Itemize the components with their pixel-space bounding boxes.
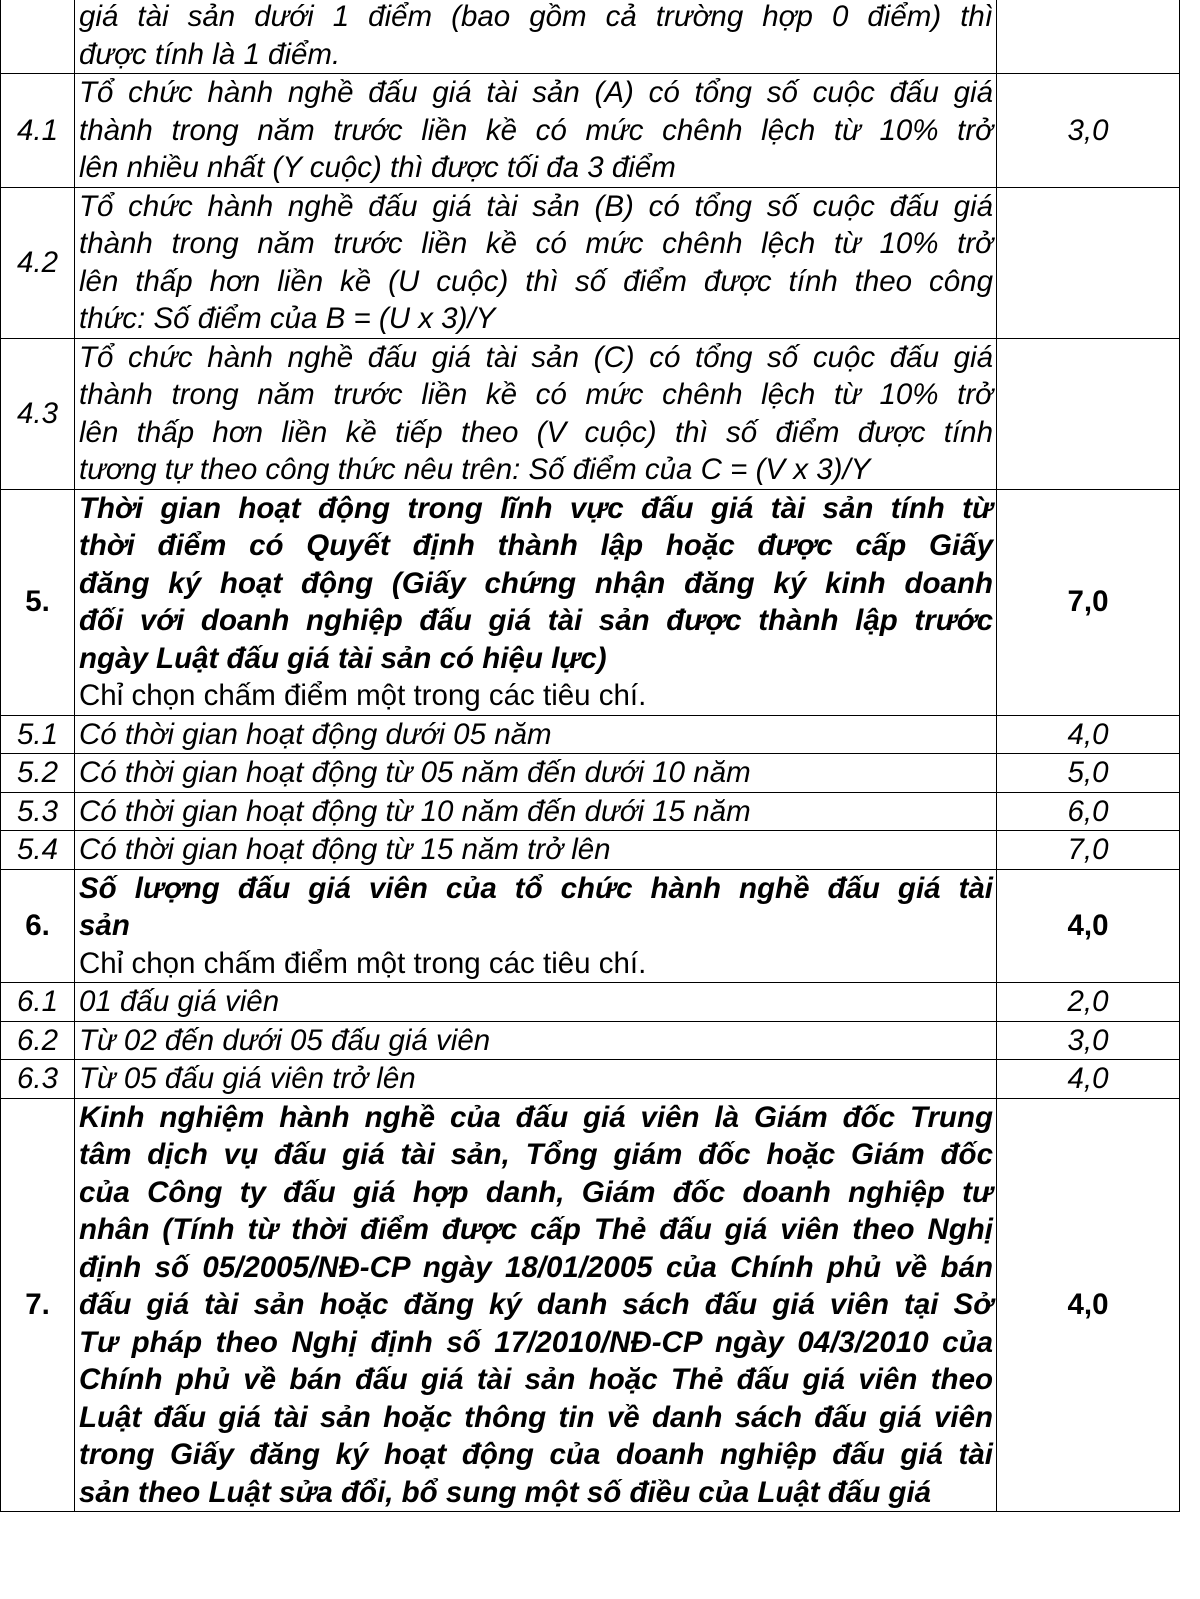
criteria-row xyxy=(1,0,1180,74)
criteria-row xyxy=(1,831,1180,870)
criteria-row xyxy=(1,715,1180,754)
row-number: 4.3 xyxy=(1,338,75,489)
criteria-row xyxy=(1,1098,1180,1512)
description-line: giá tài sản dưới 1 điểm (bao gồm cả trường hợp 0 điểm) thì xyxy=(79,0,993,33)
row-number: 5.4 xyxy=(1,831,75,870)
description-line: Từ 02 đến dưới 05 đấu giá viên xyxy=(79,1023,491,1057)
description-line: Có thời gian hoạt động từ 05 năm đến dưới 10 năm xyxy=(79,756,751,789)
criteria-description xyxy=(75,869,997,983)
description-line: Tổ chức hành nghề đấu giá tài sản (A) có tổng số cuộc đấu giá xyxy=(79,76,993,109)
criteria-description xyxy=(75,1060,997,1099)
criteria-row xyxy=(1,983,1180,1022)
description-line: lên thấp hơn liền kề tiếp theo (V cuộc) thì số điểm được tính xyxy=(79,415,993,449)
row-number: 7. xyxy=(1,1098,75,1512)
description-line: Tổ chức hành nghề đấu giá tài sản (C) có tổng số cuộc đấu giá xyxy=(79,340,993,374)
criteria-description xyxy=(75,338,997,489)
row-number: 6. xyxy=(1,869,75,983)
description-line: Số lượng đấu giá viên của tổ chức hành nghề đấu giá tài xyxy=(79,871,993,905)
description-line: đấu giá tài sản hoặc đăng ký danh sách đấu giá viên tại Sở xyxy=(79,1288,993,1321)
criteria-row xyxy=(1,869,1180,983)
description-line: thành trong năm trước liền kề có mức chênh lệch từ 10% trở xyxy=(79,227,993,260)
max-score xyxy=(997,338,1180,489)
criteria-row xyxy=(1,1021,1180,1060)
max-score: 5,0 xyxy=(997,754,1180,793)
max-score: 6,0 xyxy=(997,792,1180,831)
criteria-row xyxy=(1,489,1180,715)
row-number: 4.1 xyxy=(1,74,75,188)
row-number: 6.1 xyxy=(1,983,75,1022)
criteria-description xyxy=(75,74,997,188)
row-number: 5.1 xyxy=(1,715,75,754)
description-line: Có thời gian hoạt động từ 15 năm trở lên xyxy=(79,833,611,866)
description-line: thành trong năm trước liền kề có mức chênh lệch từ 10% trở xyxy=(79,378,993,411)
description-line: thời điểm có Quyết định thành lập hoặc được cấp Giấy xyxy=(79,529,993,562)
max-score xyxy=(997,187,1180,338)
max-score: 4,0 xyxy=(997,1060,1180,1099)
row-number: 6.3 xyxy=(1,1060,75,1099)
criteria-note: Chỉ chọn chấm điểm một trong các tiêu chí. xyxy=(79,679,647,712)
criteria-description xyxy=(75,187,997,338)
criteria-description xyxy=(75,489,997,715)
description-line: tâm dịch vụ đấu giá tài sản, Tổng giám đốc hoặc Giám đốc xyxy=(79,1138,993,1171)
description-line: thành trong năm trước liền kề có mức chênh lệch từ 10% trở xyxy=(79,113,993,147)
criteria-description xyxy=(75,1021,997,1060)
row-number: 6.2 xyxy=(1,1021,75,1060)
description-line: nhân (Tính từ thời điểm được cấp Thẻ đấu giá viên theo Nghị xyxy=(79,1213,993,1246)
max-score: 3,0 xyxy=(997,1021,1180,1060)
description-line: Kinh nghiệm hành nghề của đấu giá viên là Giám đốc Trung xyxy=(79,1100,993,1134)
description-line: Luật đấu giá tài sản hoặc thông tin về danh sách đấu giá viên xyxy=(79,1400,993,1434)
row-number: 4.2 xyxy=(1,187,75,338)
description-line: Thời gian hoạt động trong lĩnh vực đấu giá tài sản tính từ xyxy=(79,491,993,525)
max-score: 7,0 xyxy=(997,489,1180,715)
description-line: Tổ chức hành nghề đấu giá tài sản (B) có tổng số cuộc đấu giá xyxy=(79,189,993,223)
criteria-row xyxy=(1,1060,1180,1099)
max-score: 3,0 xyxy=(997,74,1180,188)
description-line: lên nhiều nhất (Y cuộc) thì được tối đa 3 điểm xyxy=(79,151,676,184)
description-line: Có thời gian hoạt động từ 10 năm đến dưới 15 năm xyxy=(79,794,751,828)
criteria-description xyxy=(75,1098,997,1512)
max-score: 2,0 xyxy=(997,983,1180,1022)
criteria-row xyxy=(1,338,1180,489)
max-score: 4,0 xyxy=(997,715,1180,754)
max-score: 4,0 xyxy=(997,1098,1180,1512)
description-line: đối với doanh nghiệp đấu giá tài sản được thành lập trước xyxy=(79,604,993,637)
description-line: thức: Số điểm của B = (U x 3)/Y xyxy=(79,302,496,335)
criteria-description xyxy=(75,0,997,74)
description-line: Từ 05 đấu giá viên trở lên xyxy=(79,1062,416,1095)
description-line: trong Giấy đăng ký hoạt động của doanh nghiệp đấu giá tài xyxy=(79,1438,993,1471)
criteria-description xyxy=(75,792,997,831)
criteria-description xyxy=(75,983,997,1022)
criteria-row xyxy=(1,74,1180,188)
criteria-table-body xyxy=(1,0,1180,1512)
description-line: Chính phủ về bán đấu giá tài sản hoặc Thẻ đấu giá viên theo xyxy=(79,1363,993,1396)
max-score: 4,0 xyxy=(997,869,1180,983)
description-line: 01 đấu giá viên xyxy=(79,985,280,1018)
description-line: ngày Luật đấu giá tài sản có hiệu lực) xyxy=(79,641,607,675)
criteria-row xyxy=(1,187,1180,338)
row-number: 5.2 xyxy=(1,754,75,793)
description-line: lên thấp hơn liền kề (U cuộc) thì số điểm được tính theo công xyxy=(79,264,993,298)
description-line: sản theo Luật sửa đổi, bổ sung một số điều của Luật đấu giá xyxy=(79,1475,932,1509)
description-line: định số 05/2005/NĐ-CP ngày 18/01/2005 của Chính phủ về bán xyxy=(79,1250,993,1284)
row-number: 5.3 xyxy=(1,792,75,831)
description-line: Tư pháp theo Nghị định số 17/2010/NĐ-CP ngày 04/3/2010 của xyxy=(79,1325,993,1359)
description-line: được tính là 1 điểm. xyxy=(79,37,341,71)
description-line: Có thời gian hoạt động dưới 05 năm xyxy=(79,717,552,751)
max-score: 7,0 xyxy=(997,831,1180,870)
criteria-description xyxy=(75,831,997,870)
max-score xyxy=(997,0,1180,74)
description-line: tương tự theo công thức nêu trên: Số điểm của C = (V x 3)/Y xyxy=(79,453,871,486)
criteria-description xyxy=(75,754,997,793)
criteria-note: Chỉ chọn chấm điểm một trong các tiêu chí. xyxy=(79,946,647,980)
row-number xyxy=(1,0,75,74)
row-number: 5. xyxy=(1,489,75,715)
description-line: của Công ty đấu giá hợp danh, Giám đốc doanh nghiệp tư xyxy=(79,1175,993,1209)
criteria-row xyxy=(1,792,1180,831)
criteria-row xyxy=(1,754,1180,793)
criteria-description xyxy=(75,715,997,754)
description-line: sản xyxy=(79,909,130,942)
description-line: đăng ký hoạt động (Giấy chứng nhận đăng ký kinh doanh xyxy=(79,566,993,600)
